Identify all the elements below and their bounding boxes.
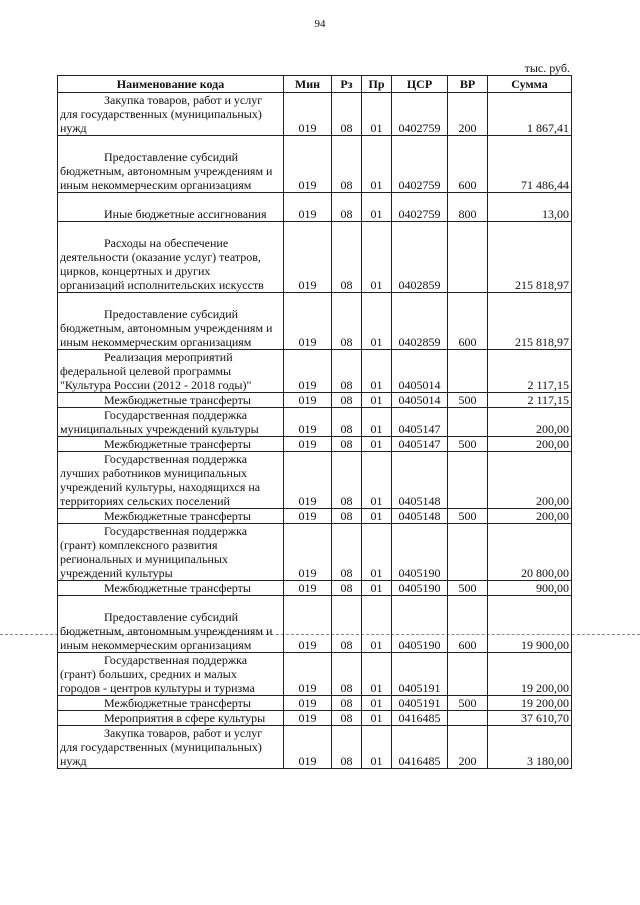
cell-name [58, 393, 284, 408]
cell-min: 019 [284, 581, 332, 596]
cell-vr [448, 524, 488, 581]
cell-sum: 200,00 [488, 452, 572, 509]
table-row [58, 596, 572, 653]
cell-name-line: для государственных (муниципальных) [60, 740, 262, 754]
table-row [58, 222, 572, 293]
cell-name-line: Мероприятия в сфере культуры [104, 711, 266, 725]
cell-name-line: (грант) больших, средних и малых [60, 667, 237, 681]
cell-csr: 0405191 [392, 696, 448, 711]
table-row [58, 350, 572, 393]
table-row [58, 524, 572, 581]
cell-csr: 0405147 [392, 437, 448, 452]
cell-vr [448, 711, 488, 726]
cell-pr: 01 [362, 193, 392, 222]
cell-min: 019 [284, 93, 332, 136]
cell-name-line: Расходы на обеспечение [104, 236, 229, 250]
cell-pr: 01 [362, 293, 392, 350]
cell-sum: 215 818,97 [488, 293, 572, 350]
cell-name [58, 136, 284, 193]
cell-csr: 0405191 [392, 653, 448, 696]
cell-sum: 1 867,41 [488, 93, 572, 136]
cell-name-line: Предоставление субсидий [104, 307, 239, 321]
header-pr: Пр [362, 76, 392, 93]
cell-csr: 0402759 [392, 136, 448, 193]
cell-pr: 01 [362, 509, 392, 524]
cell-name [58, 696, 284, 711]
cell-name-line: лучших работников муниципальных [60, 466, 248, 480]
cell-rz: 08 [332, 696, 362, 711]
cell-min: 019 [284, 136, 332, 193]
cell-min: 019 [284, 437, 332, 452]
cell-sum: 3 180,00 [488, 726, 572, 769]
cell-name-line: иным некоммерческим организациям [60, 638, 252, 652]
cell-name-line: муниципальных учреждений культуры [60, 422, 259, 436]
cell-name-line: организаций исполнительских искусств [60, 278, 264, 292]
cell-rz: 08 [332, 437, 362, 452]
cell-sum: 2 117,15 [488, 350, 572, 393]
cell-vr [448, 350, 488, 393]
cell-rz: 08 [332, 524, 362, 581]
cell-name-line: Иные бюджетные ассигнования [104, 207, 267, 221]
cell-name [58, 711, 284, 726]
table-row [58, 193, 572, 222]
cell-name [58, 524, 284, 581]
cell-vr: 500 [448, 393, 488, 408]
cell-sum: 200,00 [488, 437, 572, 452]
table-row [58, 136, 572, 193]
table-row [58, 581, 572, 596]
table-header-row [58, 76, 572, 93]
cell-name-line [60, 222, 281, 236]
cell-name-line: региональных и муниципальных [60, 552, 228, 566]
cell-pr: 01 [362, 524, 392, 581]
cell-rz: 08 [332, 509, 362, 524]
cell-min: 019 [284, 711, 332, 726]
cell-vr [448, 222, 488, 293]
cell-csr: 0405148 [392, 509, 448, 524]
cell-name-line: учреждений культуры, находящихся на [60, 480, 261, 494]
cell-pr: 01 [362, 408, 392, 437]
cell-min: 019 [284, 524, 332, 581]
cell-name-line: Государственная поддержка [104, 452, 248, 466]
cell-name-line: Межбюджетные трансферты [104, 393, 251, 407]
cell-name [58, 452, 284, 509]
cell-rz: 08 [332, 136, 362, 193]
cell-name-line: Межбюджетные трансферты [104, 437, 251, 451]
cell-rz: 08 [332, 393, 362, 408]
cell-vr: 200 [448, 93, 488, 136]
page-number: 94 [314, 18, 326, 30]
cell-csr: 0416485 [392, 711, 448, 726]
cell-name-line [60, 293, 281, 307]
cell-vr: 200 [448, 726, 488, 769]
cell-sum: 19 900,00 [488, 596, 572, 653]
cell-rz: 08 [332, 452, 362, 509]
cell-name [58, 350, 284, 393]
cell-pr: 01 [362, 437, 392, 452]
cell-rz: 08 [332, 222, 362, 293]
table-body [58, 93, 572, 769]
cell-pr: 01 [362, 222, 392, 293]
table-row [58, 393, 572, 408]
cell-pr: 01 [362, 596, 392, 653]
cell-pr: 01 [362, 93, 392, 136]
cell-name [58, 293, 284, 350]
cell-vr: 500 [448, 696, 488, 711]
cell-csr: 0405190 [392, 524, 448, 581]
cell-name [58, 408, 284, 437]
cell-name-line: иным некоммерческим организациям [60, 335, 252, 349]
cell-sum: 19 200,00 [488, 696, 572, 711]
cell-name [58, 581, 284, 596]
cell-name-line: иным некоммерческим организациям [60, 178, 252, 192]
cell-min: 019 [284, 193, 332, 222]
cell-min: 019 [284, 452, 332, 509]
budget-table [57, 75, 572, 769]
table-row [58, 93, 572, 136]
cell-csr: 0402759 [392, 93, 448, 136]
cell-vr [448, 452, 488, 509]
cell-sum: 19 200,00 [488, 653, 572, 696]
cell-name [58, 726, 284, 769]
cell-name-line: городов - центров культуры и туризма [60, 681, 255, 695]
cell-rz: 08 [332, 93, 362, 136]
table-row [58, 408, 572, 437]
cell-csr: 0402859 [392, 222, 448, 293]
table-row [58, 711, 572, 726]
cell-min: 019 [284, 222, 332, 293]
cell-name-line: Реализация мероприятий [104, 350, 233, 364]
cell-name-line: деятельности (оказание услуг) театров, [60, 250, 261, 264]
table-row [58, 293, 572, 350]
header-sum: Сумма [488, 76, 572, 93]
header-min: Мин [284, 76, 332, 93]
cell-pr: 01 [362, 452, 392, 509]
cell-vr: 600 [448, 293, 488, 350]
cell-pr: 01 [362, 393, 392, 408]
cell-name [58, 509, 284, 524]
cell-rz: 08 [332, 408, 362, 437]
cell-rz: 08 [332, 596, 362, 653]
cell-name-line: Государственная поддержка [104, 653, 248, 667]
cell-name-line: (грант) комплексного развития [60, 538, 218, 552]
cell-pr: 01 [362, 136, 392, 193]
cell-csr: 0416485 [392, 726, 448, 769]
cell-name-line: Государственная поддержка [104, 408, 248, 422]
table-row [58, 452, 572, 509]
cell-name-line: бюджетным, автономным учреждениям и [60, 321, 273, 335]
table-row [58, 509, 572, 524]
cell-name-line: нужд [60, 121, 87, 135]
cell-name [58, 596, 284, 653]
cell-name-line: Закупка товаров, работ и услуг [104, 726, 263, 740]
table-row [58, 726, 572, 769]
cell-name-line: бюджетным, автономным учреждениям и [60, 624, 273, 638]
cell-vr [448, 408, 488, 437]
cell-name [58, 193, 284, 222]
cell-vr: 500 [448, 581, 488, 596]
cell-vr: 500 [448, 509, 488, 524]
cell-sum: 37 610,70 [488, 711, 572, 726]
cell-vr: 800 [448, 193, 488, 222]
cell-min: 019 [284, 408, 332, 437]
unit-label: тыс. руб. [524, 61, 570, 75]
cell-min: 019 [284, 696, 332, 711]
cell-name-line: Межбюджетные трансферты [104, 509, 251, 523]
cell-sum: 200,00 [488, 408, 572, 437]
cell-name [58, 653, 284, 696]
cell-name-line [60, 193, 281, 207]
table-row [58, 437, 572, 452]
cell-sum: 71 486,44 [488, 136, 572, 193]
cell-rz: 08 [332, 711, 362, 726]
cell-min: 019 [284, 596, 332, 653]
header-csr: ЦСР [392, 76, 448, 93]
cell-sum: 200,00 [488, 509, 572, 524]
cell-sum: 13,00 [488, 193, 572, 222]
cell-name-line: федеральной целевой программы [60, 364, 232, 378]
cell-name-line: "Культура России (2012 - 2018 годы)" [60, 378, 252, 392]
cell-csr: 0405014 [392, 350, 448, 393]
cell-vr [448, 653, 488, 696]
cell-name-line: нужд [60, 754, 87, 768]
cell-csr: 0405148 [392, 452, 448, 509]
cell-rz: 08 [332, 726, 362, 769]
cell-rz: 08 [332, 293, 362, 350]
cell-sum: 20 800,00 [488, 524, 572, 581]
cell-name-line: Предоставление субсидий [104, 150, 239, 164]
cell-sum: 900,00 [488, 581, 572, 596]
cell-min: 019 [284, 509, 332, 524]
cell-name-line: цирков, концертных и других [60, 264, 211, 278]
cell-name-line: для государственных (муниципальных) [60, 107, 262, 121]
cell-rz: 08 [332, 653, 362, 696]
cell-vr: 600 [448, 136, 488, 193]
cell-name-line: бюджетным, автономным учреждениям и [60, 164, 273, 178]
header-vr: ВР [448, 76, 488, 93]
cell-csr: 0405190 [392, 596, 448, 653]
cell-name-line: Предоставление субсидий [104, 610, 239, 624]
cell-pr: 01 [362, 726, 392, 769]
cell-rz: 08 [332, 350, 362, 393]
cell-min: 019 [284, 653, 332, 696]
cell-rz: 08 [332, 581, 362, 596]
cell-name-line: Межбюджетные трансферты [104, 581, 251, 595]
cell-name-line: территориях сельских поселений [60, 494, 230, 508]
cell-min: 019 [284, 350, 332, 393]
cell-sum: 215 818,97 [488, 222, 572, 293]
cell-name [58, 93, 284, 136]
cell-name-line [60, 596, 281, 610]
table-row [58, 696, 572, 711]
cell-vr: 600 [448, 596, 488, 653]
cell-min: 019 [284, 293, 332, 350]
cell-name-line [60, 136, 281, 150]
cell-csr: 0402759 [392, 193, 448, 222]
cell-name [58, 222, 284, 293]
cell-name [58, 437, 284, 452]
cell-vr: 500 [448, 437, 488, 452]
cell-csr: 0405190 [392, 581, 448, 596]
cell-rz: 08 [332, 193, 362, 222]
cell-sum: 2 117,15 [488, 393, 572, 408]
cell-csr: 0405014 [392, 393, 448, 408]
header-name: Наименование кода [58, 76, 284, 93]
cell-name-line: Закупка товаров, работ и услуг [104, 93, 263, 107]
cell-min: 019 [284, 393, 332, 408]
cell-csr: 0402859 [392, 293, 448, 350]
table-row [58, 653, 572, 696]
cell-pr: 01 [362, 653, 392, 696]
header-rz: Рз [332, 76, 362, 93]
cell-pr: 01 [362, 350, 392, 393]
cell-name-line: учреждений культуры [60, 566, 173, 580]
cell-csr: 0405147 [392, 408, 448, 437]
cell-min: 019 [284, 726, 332, 769]
cell-pr: 01 [362, 711, 392, 726]
cell-pr: 01 [362, 696, 392, 711]
cell-pr: 01 [362, 581, 392, 596]
cell-name-line: Межбюджетные трансферты [104, 696, 251, 710]
cell-name-line: Государственная поддержка [104, 524, 248, 538]
